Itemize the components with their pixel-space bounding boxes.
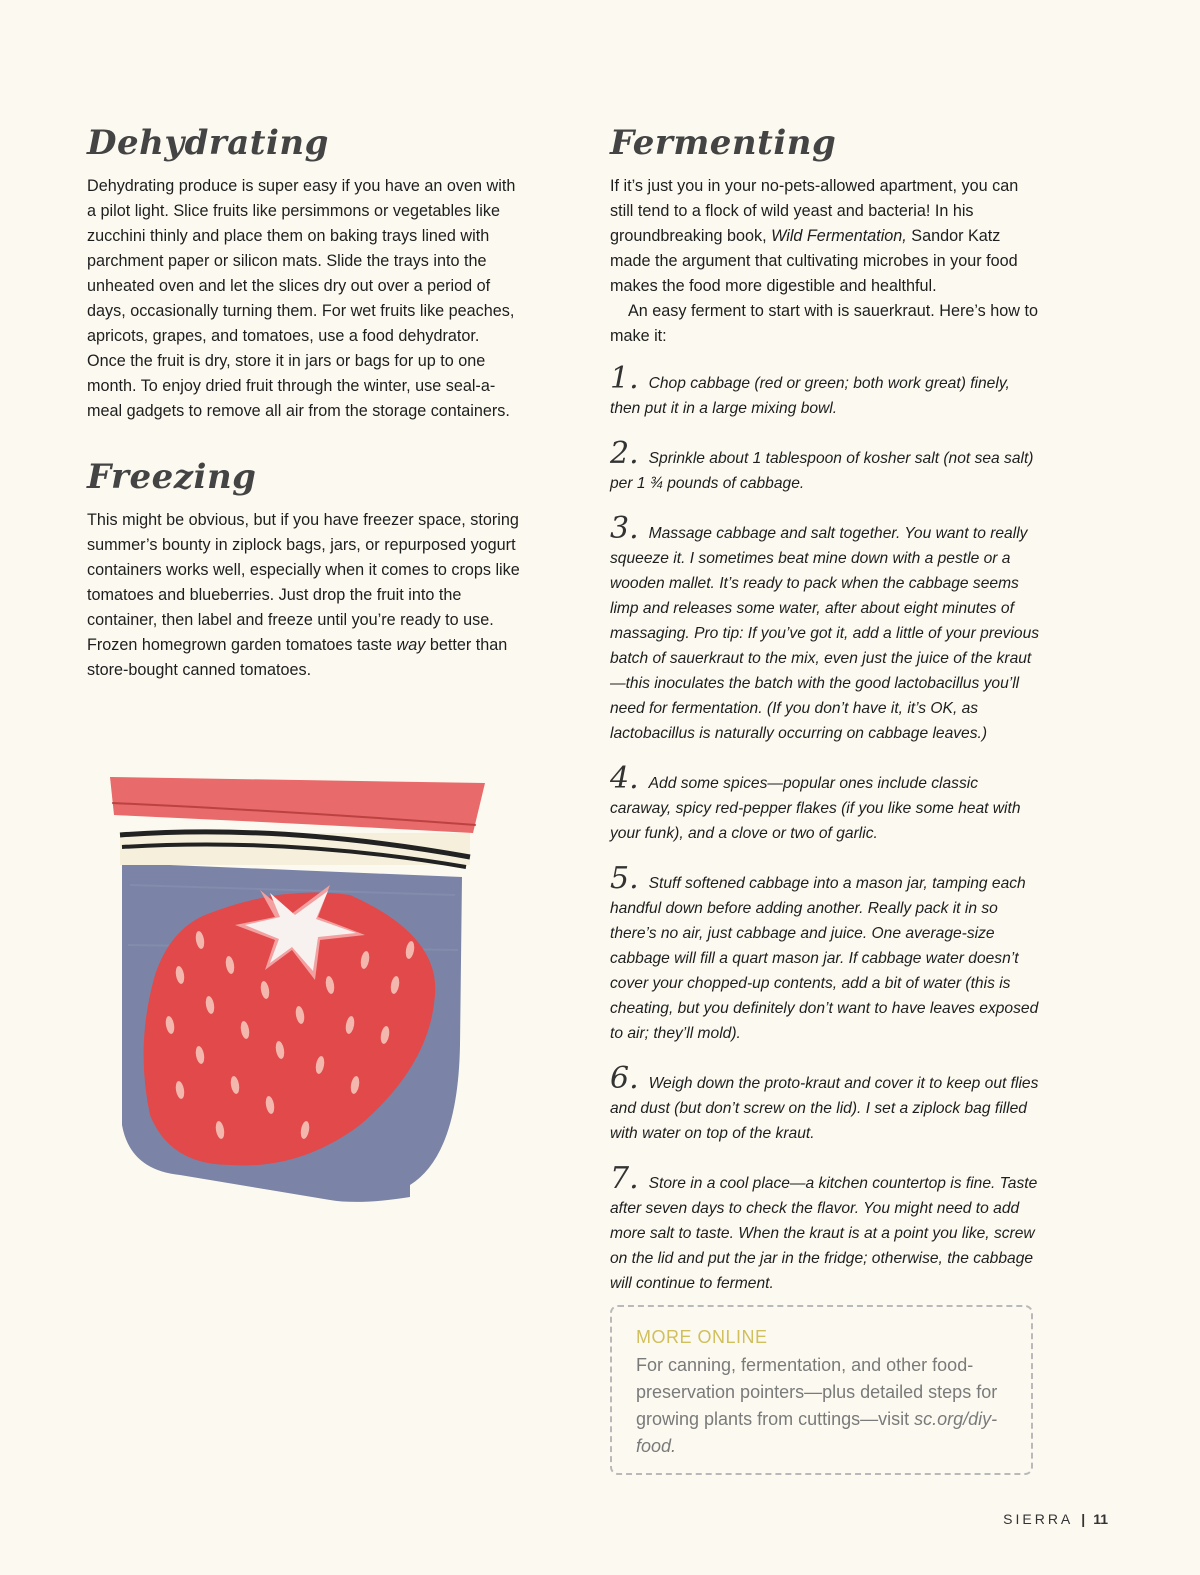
- freezing-heading: Freezing: [87, 457, 257, 497]
- step-number: 4.: [610, 761, 639, 796]
- step-text: Stuff softened cabbage into a mason jar, tamping each handful down before adding another. Really pack it in so there’s no air, just cabbage and juice. One average-size cabbage will fill a quart mason jar. If cabbage water doesn’t cover your chopped-up contents, add a bit of water (this is cheating, but you definitely don’t want to have leaves exposed to air; they’ll mold).: [610, 875, 1039, 1042]
- step-number: 7.: [610, 1161, 639, 1196]
- step-item: [610, 861, 1040, 1046]
- step-number: 1.: [610, 361, 639, 396]
- fermenting-heading: Fermenting: [610, 123, 837, 163]
- step-item: [610, 761, 1040, 846]
- magazine-name: SIERRA: [1003, 1511, 1074, 1527]
- dehydrating-section: [87, 118, 522, 424]
- step-item: [610, 361, 1040, 421]
- step-text: Weigh down the proto-kraut and cover it to keep out flies and dust (but don’t screw on the lid). I set a ziplock bag filled with water on top of the kraut.: [610, 1075, 1039, 1142]
- step-text: Add some spices—popular ones include classic caraway, spicy red-pepper flakes (if you like some heat with your funk), and a clove or two of garlic.: [610, 775, 1021, 842]
- step-text: Massage cabbage and salt together. You want to really squeeze it. I sometimes beat mine down with a pestle or a wooden mallet. It’s ready to pack when the cabbage seems limp and releases some water, after about eight minutes of massaging. Pro tip: If you’ve got it, add a little of your previous batch of sauerkraut to the mix, even just the juice of the kraut—this inoculates the batch with the good lactobacillus you’ll need for fermentation. (If you don’t have it, it’s OK, as lactobacillus is naturally occurring on cabbage leaves.): [610, 525, 1040, 742]
- step-text: Chop cabbage (red or green; both work great) finely, then put it in a large mixing bowl.: [610, 375, 1010, 417]
- step-number: 3.: [610, 511, 639, 546]
- more-online-body: For canning, fermentation, and other food-preservation pointers—plus detailed steps for growing plants from cuttings—visit sc.org/diy-food.: [636, 1355, 998, 1456]
- step-number: 2.: [610, 436, 639, 471]
- dehydrating-body: Dehydrating produce is super easy if you have an oven with a pilot light. Slice fruits like persimmons or vegetables like zucchini thinly and place them on baking trays lined with parchment paper or silicon mats. Slide the trays into the unheated oven and let the slices dry out over a period of days, occasionally turning them. For wet fruits like peaches, apricots, grapes, and tomatoes, use a food dehydrator. Once the fruit is dry, store it in jars or bags for up to one month. To enjoy dried fruit through the winter, use seal-a-meal gadgets to remove all air from the storage containers.: [87, 177, 516, 420]
- more-online-link[interactable]: sc.org/diy-food.: [636, 1409, 998, 1456]
- step-item: [610, 1161, 1040, 1296]
- step-text: Store in a cool place—a kitchen countertop is fine. Taste after seven days to check the flavor. You might need to add more salt to taste. When the kraut is at a point you like, screw on the lid and put the jar in the fridge; otherwise, the cabbage will continue to ferment.: [610, 1175, 1038, 1292]
- more-online-box: [610, 1305, 1033, 1475]
- fermenting-intro: If it’s just you in your no-pets-allowed apartment, you can still tend to a flock of wild yeast and bacteria! In his groundbreaking book, Wild Fermentation, Sandor Katz made the argument that cultivating microbes in your food makes the food more digestible and healthful.: [610, 177, 1019, 295]
- freezing-emphasis: way: [396, 636, 426, 654]
- page-number: 11: [1093, 1511, 1108, 1527]
- freezing-body: This might be obvious, but if you have freezer space, storing summer’s bounty in ziplock bags, jars, or repurposed yogurt containers works well, especially when it comes to crops like tomatoes and blueberries. Just drop the fruit into the container, then label and freeze until you’re ready to use. Frozen homegrown garden tomatoes taste way better than store-bought canned tomatoes.: [87, 511, 520, 679]
- sauerkraut-steps: [610, 361, 1040, 1296]
- step-text: Sprinkle about 1 tablespoon of kosher salt (not sea salt) per 1 ¾ pounds of cabbage.: [610, 450, 1034, 492]
- fermenting-section: [610, 118, 1040, 1296]
- freezing-section: [87, 452, 522, 683]
- page-footer: [1003, 1511, 1108, 1527]
- dehydrating-heading: Dehydrating: [87, 123, 329, 163]
- footer-separator: |: [1081, 1511, 1086, 1527]
- right-column: [610, 118, 1040, 1319]
- step-item: [610, 436, 1040, 496]
- strawberry-jar-illustration: [30, 745, 530, 1235]
- step-number: 5.: [610, 861, 639, 896]
- fermenting-intro-2: An easy ferment to start with is sauerkraut. Here’s how to make it:: [610, 302, 1038, 345]
- step-item: [610, 1061, 1040, 1146]
- step-number: 6.: [610, 1061, 639, 1096]
- more-online-title: MORE ONLINE: [636, 1327, 768, 1347]
- left-column: [87, 118, 522, 683]
- step-item: [610, 511, 1040, 746]
- book-title: Wild Fermentation,: [771, 227, 907, 245]
